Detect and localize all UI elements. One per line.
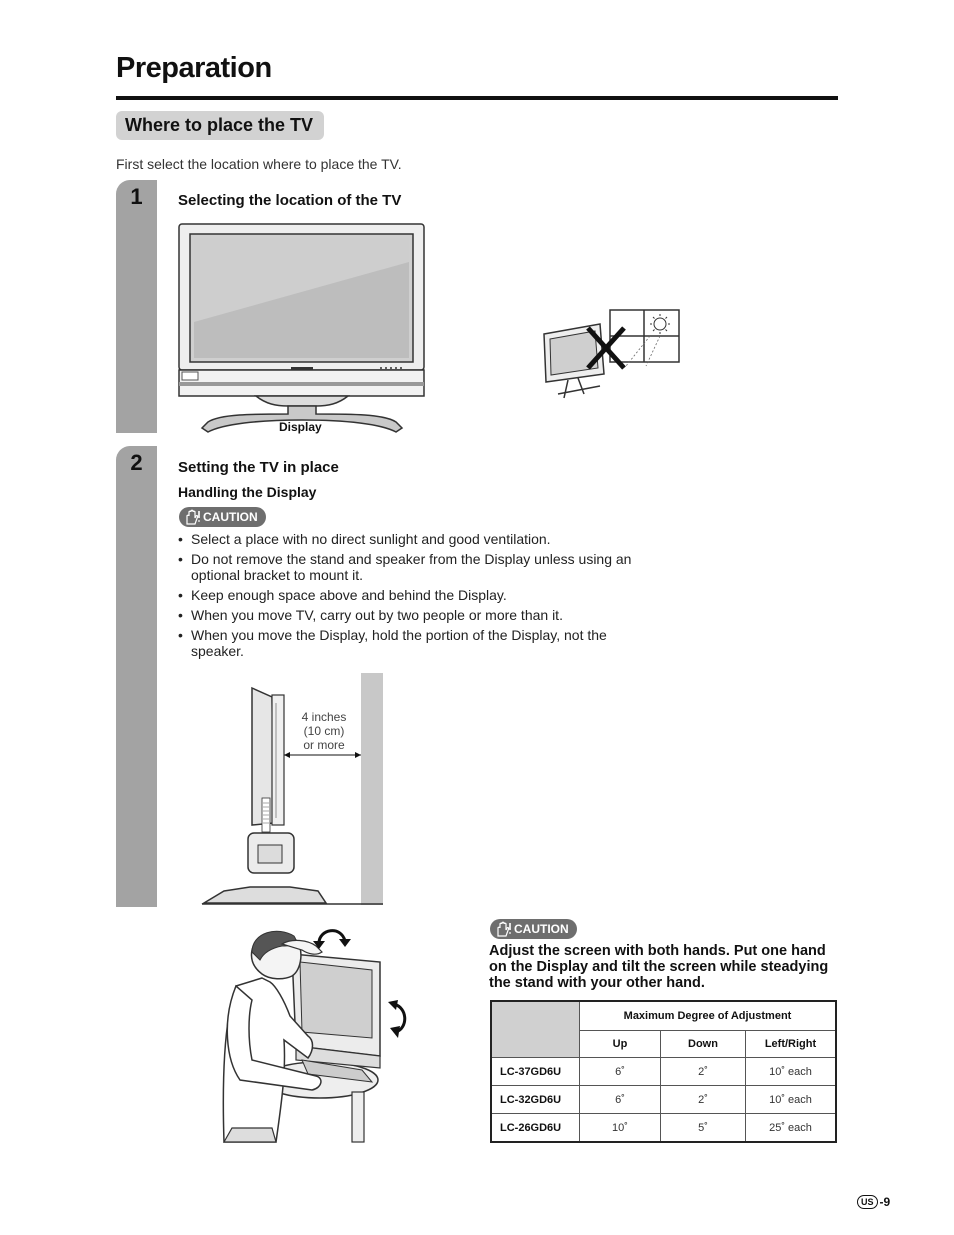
caution-badge-2 — [490, 919, 577, 939]
list-item: • Keep enough space above and behind the Display. — [178, 587, 648, 603]
table-row — [491, 1086, 836, 1114]
caution-label-2: CAUTION — [514, 922, 569, 936]
tv-front-illustration — [176, 222, 428, 437]
step-2-number: 2 — [130, 450, 143, 475]
down-cell: 2˚ — [661, 1086, 746, 1114]
step-1-heading: Selecting the location of the TV — [178, 192, 402, 209]
page-number — [857, 1195, 890, 1209]
table-group-header: Maximum Degree of Adjustment — [580, 1001, 837, 1031]
swivel-arrow-icon — [386, 1000, 410, 1038]
clearance-label-line: (10 cm) — [303, 724, 345, 738]
step-2-subheading: Handling the Display — [178, 484, 317, 500]
table-row — [491, 1114, 836, 1143]
list-item: • When you move the Display, hold the portion of the Display, not the speaker. — [178, 627, 648, 659]
section-title: Where to place the TV — [116, 111, 324, 140]
clearance-label — [300, 710, 348, 752]
caution-list — [178, 531, 648, 663]
left-right-cell: 25˚ each — [746, 1114, 837, 1143]
adjust-instructions: Adjust the screen with both hands. Put one hand on the Display and tilt the screen while steadying the stand with your other hand. — [489, 943, 829, 991]
title-rule — [116, 96, 838, 100]
clearance-label-line: 4 inches — [301, 710, 347, 724]
tv-side-clearance-illustration — [200, 673, 386, 907]
model-cell: LC-26GD6U — [491, 1114, 580, 1143]
column-header-down: Down — [661, 1031, 746, 1058]
tilt-arrow-icon — [311, 921, 351, 951]
table-corner-cell — [491, 1001, 580, 1058]
page-number-value: -9 — [879, 1195, 891, 1209]
step-1-bar — [116, 180, 157, 433]
list-item: • Do not remove the stand and speaker from the Display unless using an optional bracket to mount it. — [178, 551, 648, 583]
model-cell: LC-32GD6U — [491, 1086, 580, 1114]
caution-label-1: CAUTION — [203, 510, 258, 524]
up-cell: 6˚ — [580, 1086, 661, 1114]
down-cell: 2˚ — [661, 1058, 746, 1086]
table-header-row — [491, 1001, 836, 1031]
list-item: • Select a place with no direct sunlight and good ventilation. — [178, 531, 648, 547]
column-header-up: Up — [580, 1031, 661, 1058]
display-caption: Display — [279, 420, 322, 434]
column-header-left-right: Left/Right — [746, 1031, 837, 1058]
step-1-number: 1 — [130, 184, 143, 209]
hand-caution-icon — [183, 508, 201, 526]
table-row — [491, 1058, 836, 1086]
clearance-label-line: or more — [303, 738, 345, 752]
list-item: • When you move TV, carry out by two people or more than it. — [178, 607, 648, 623]
step-2-heading: Setting the TV in place — [178, 459, 339, 476]
up-cell: 10˚ — [580, 1114, 661, 1143]
hand-caution-icon — [494, 920, 512, 938]
no-sunlight-illustration — [538, 306, 683, 402]
caution-badge-1 — [179, 507, 266, 527]
intro-text: First select the location where to place the TV. — [116, 156, 402, 172]
down-cell: 5˚ — [661, 1114, 746, 1143]
model-cell: LC-37GD6U — [491, 1058, 580, 1086]
adjustment-table — [490, 1000, 837, 1143]
page-title: Preparation — [116, 52, 272, 84]
left-right-cell: 10˚ each — [746, 1058, 837, 1086]
up-cell: 6˚ — [580, 1058, 661, 1086]
left-right-cell: 10˚ each — [746, 1086, 837, 1114]
step-2-bar — [116, 446, 157, 907]
region-badge: US — [857, 1195, 878, 1209]
